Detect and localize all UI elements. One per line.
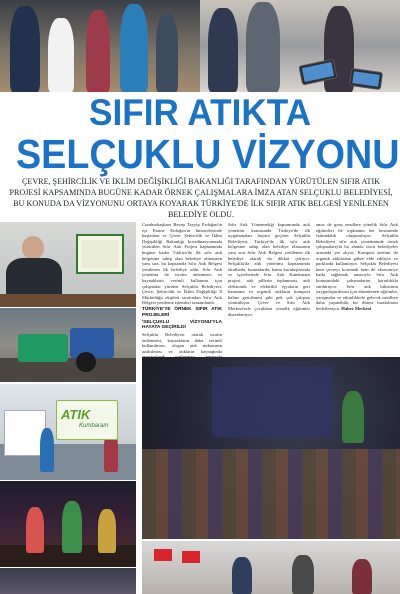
photo-children-audience [142,357,400,539]
photo-figure [232,557,252,594]
photo-figure [98,509,116,553]
article-text: Cumhurbaşkanı Recep Tayyip Erdoğan'ın eşi Emine Erdoğan'ın himayelerinde başlatılan ve Çevre, Şehircilik ve İklim Değişikliği Bakanlığı koordinasyonunda yürütülen Sıfır Atık Projesi kapsamında bugüne kadar Türkiye'de ilk sıfır atık belgesine sahip olan belediye olmasının yanı sıra, bu kapsamda Sıfır Atık Belgesi yenilenen ilk belediye oldu. Sıfır Atık yönetimi ile israfın önlenmesi ve kaynakların verimli kullanımı için çalışmalar yürüten Selçuklu Belediyesi, Çevre, Şehircilik ve İklim Değişikliği İl Müdürlüğü ekipleri tarafından Sıfır Atık Belgesi yenileme işlemleri tamamlandı. [142,222,222,306]
article-subhead: TÜRKİYE'YE ÖRNEK SIFIR ATIK PROJELERİ [142,306,222,318]
flag-icon [182,551,200,563]
photo-theater-stage [0,481,136,567]
flag-icon [154,549,172,561]
photo-figure [120,4,148,92]
photo-figure [26,507,44,553]
photo-expo-crowd [0,0,200,92]
booth-banner-subtitle: Kumbaram [79,423,109,429]
article-column-3 [316,222,398,355]
photo-desk [0,294,136,307]
photo-figure [62,501,82,553]
photo-figure [246,2,280,92]
headline-line-2: SELÇUKLU VİZYONU [16,131,400,177]
photo-event-flags [142,541,400,594]
headline-line-1: SIFIR ATIKTA [89,92,311,133]
article-author: Haber Merkezi [341,305,372,311]
article-subhead: 'SELÇUKLU VİZYONU'YLA HAYATA GEÇİRİLDİ [142,319,222,331]
deck-summary: ÇEVRE, ŞEHİRCİLİK VE İKLİM DEĞİŞİKLİĞİ BAKANLIĞI TARAFINDAN YÜRÜTÜLEN SIFIR ATIK PROJESİ KAPSAMINDA BUGÜNE KADAR ÖRNEK ÇALIŞMALARA İMZA ATAN SELÇUKLU BELEDİYESİ, BU KONUDA DA VİZYONUNU ORTAYA KOYARAK TÜRKİYE'DE İLK SIFIR ATIK BELGESİ YENİLENEN BELEDİYE OLDU. [9,177,393,219]
photo-students-phones [200,0,400,92]
photo-face [22,236,44,260]
photo-figure [40,428,54,472]
photo-figure [292,555,314,594]
photo-figure [48,18,74,92]
photo-children-rows [142,449,400,539]
booth-banner [56,400,118,440]
photo-figure [10,6,40,92]
article-column-1 [142,222,222,355]
photo-audience [0,568,136,594]
photo-figure [352,559,372,594]
award-certificate [76,234,124,274]
photo-screen [212,367,332,437]
booth-banner-title: ATIK [61,407,91,422]
photo-figure [86,10,110,92]
phone-icon [349,68,383,90]
photo-figure [342,391,364,443]
photo-compost-tractor [0,308,136,382]
tractor-icon [18,334,68,362]
article-text: ama; de genç nesillere yönelik Sıfır Atık eğitimleri ile toplumun her kesiminde farkındalık oluşturuluyor. Selçuklu Belediyesi sıfır atık yönetiminde örnek çalışmalarıyla bu alanda öncü belediyeler arasında yer alıyor. Kompost üretimi ile organik atıklardan gübre elde ediliyor ve parklarda kullanılıyor. Selçuklu Belediyesi hem çevreyi korumak hem de ekonomiye katkı sağlamak amacıyla Sıfır Atık konusundaki çalışmalarını kararlılıkla sürdürüyor. Sıfır atık bilincinin yaygınlaştırılması için düzenlenen eğitimler, yarışmalar ve etkinliklerle gelecek nesillere daha yaşanabilir bir dünya bırakılması hedefleniyor. [316,222,398,311]
photo-figure [156,14,178,92]
article-text: Selçuklu Belediyesi olarak israfın önlenmesi, kaynakların daha verimli kullanılması, oluşan atık miktarının azaltılması ve atıkların kaynağında [142,332,222,354]
article-column-2 [228,222,310,355]
article-text: Sıfır Atık Yönetmeliği kapsamında atık yönetimi konusunda Türkiye'de ilk uygulamaları hayata geçiren Selçuklu Belediyesi, Türkiye'de ilk sıfır atık belgesine sahip olan belediye olmasının yanı sıra Sıfır Atık Belgesi yenilenen ilk belediye olarak da dikkat çekiyor. Selçuklu'da atık yönetimi kapsamında okullarda, kurumlarda, kamu kuruluşlarında ve işyerlerinde Sıfır Atık Kumbaram projesi, atık pillerin toplanması, atık elektronik ve elektrikli eşyaların geri kazanımı ve organik atıkların kompost haline getirilmesi gibi pek çok çalışma yürütülüyor. Çevre ve Sıfır Atık Merkezi'nde çocuklara yönelik eğitimler düzenleniyor. [228,222,310,317]
photo-mayor-with-award [0,222,136,307]
headline [0,94,400,176]
photo-figure [208,8,238,92]
wheel-icon [76,352,96,372]
